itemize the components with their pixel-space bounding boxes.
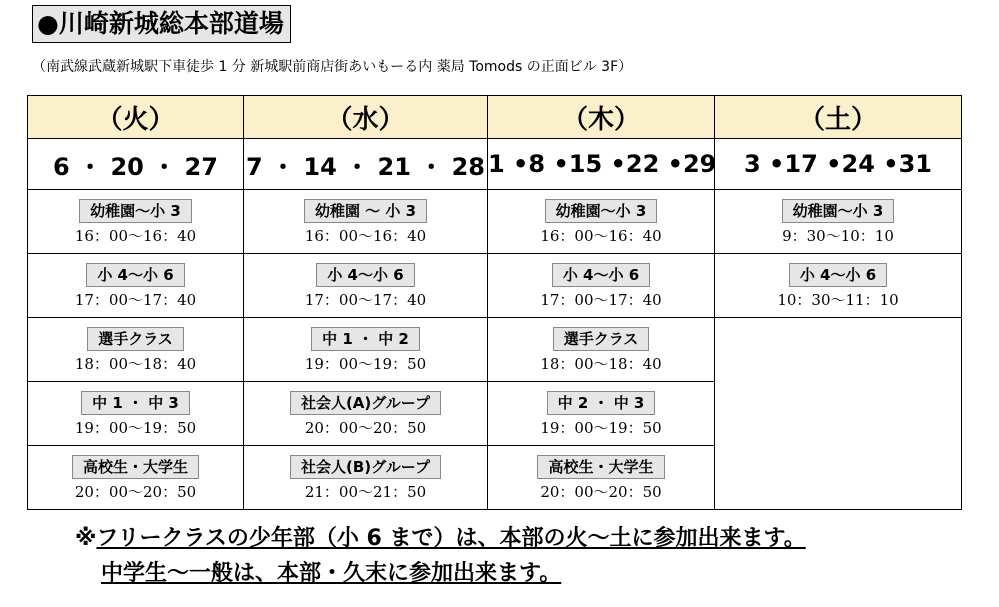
class-label: 幼稚園～小 3 [782,199,895,223]
class-label: 小 4～小 6 [86,263,184,287]
class-time: 21：00～21：50 [304,482,427,501]
class-cell [244,254,488,318]
date-row [28,139,962,190]
slot-row-1 [28,190,962,254]
class-cell [244,190,488,254]
class-label: 高校生・大学生 [537,455,664,479]
class-time: 17：00～17：40 [304,290,427,309]
class-label: 高校生・大学生 [72,455,199,479]
class-cell [28,254,244,318]
class-time: 17：00～17：40 [74,290,197,309]
day-header-row [28,96,962,139]
day-thu: （木） [488,96,715,139]
slot-row-2 [28,254,962,318]
slot-row-3 [28,318,962,382]
class-cell [244,318,488,382]
class-time: 19：00～19：50 [74,418,197,437]
class-label: 選手クラス [87,327,184,351]
class-time: 20：00～20：50 [540,482,662,501]
class-label: 社会人(A)グループ [290,391,441,415]
page-title: ●川崎新城総本部道場 [32,5,291,43]
class-label: 中 1 ・ 中 3 [81,391,190,415]
class-time: 19：00～19：50 [540,418,662,437]
empty-cell-saturday [715,318,962,510]
class-cell [488,382,715,446]
class-cell [488,318,715,382]
class-label: 中 2 ・ 中 3 [547,391,656,415]
class-label: 幼稚園～小 3 [545,199,658,223]
class-label: 小 4～小 6 [789,263,887,287]
dates-sat: 3 •17 •24 •31 [715,139,962,190]
class-cell [715,190,962,254]
class-cell [28,190,244,254]
class-time: 16：00～16：40 [304,226,427,245]
class-time: 16：00～16：40 [74,226,197,245]
note-line-1 [75,521,806,552]
class-cell [28,382,244,446]
class-cell [715,254,962,318]
class-label: 中 1 ・ 中 2 [311,327,420,351]
class-cell [488,446,715,510]
class-time: 17：00～17：40 [540,290,662,309]
class-time: 16：00～16：40 [540,226,662,245]
class-time: 18：00～18：40 [74,354,197,373]
day-wed: （水） [244,96,488,139]
note-mark: ※ [75,526,97,551]
class-cell [28,318,244,382]
dates-thu: 1 •8 •15 •22 •29 [488,139,715,190]
class-time: 10：30～11：10 [777,290,899,309]
class-time: 20：00～20：50 [304,418,427,437]
class-time: 19：00～19：50 [304,354,427,373]
class-cell [244,382,488,446]
class-label: 社会人(B)グループ [290,455,441,479]
class-cell [488,254,715,318]
schedule-table [27,95,962,510]
class-time: 9：30～10：10 [782,226,894,245]
dates-wed: 7 ・ 14 ・ 21 ・ 28 [244,139,488,190]
class-time: 18：00～18：40 [540,354,662,373]
note-text-1: フリークラスの少年部（小 6 まで）は、本部の火～土に参加出来ます。 [96,526,806,551]
class-label: 幼稚園 ～ 小 3 [304,199,427,223]
day-tue: （火） [28,96,244,139]
class-label: 選手クラス [553,327,650,351]
class-cell [28,446,244,510]
note-line-2 [101,556,561,587]
note-text-2: 中学生～一般は、本部・久末に参加出来ます。 [101,561,562,586]
dates-tue: 6 ・ 20 ・ 27 [28,139,244,190]
class-time: 20：00～20：50 [74,482,197,501]
class-label: 幼稚園～小 3 [79,199,192,223]
class-label: 小 4～小 6 [316,263,414,287]
day-sat: （土） [715,96,962,139]
dojo-address: （南武線武蔵新城駅下車徒歩 1 分 新城駅前商店街あいもーる内 薬局 Tomods の正面ビル 3F） [32,59,633,75]
class-cell [244,446,488,510]
class-cell [488,190,715,254]
class-label: 小 4～小 6 [552,263,650,287]
